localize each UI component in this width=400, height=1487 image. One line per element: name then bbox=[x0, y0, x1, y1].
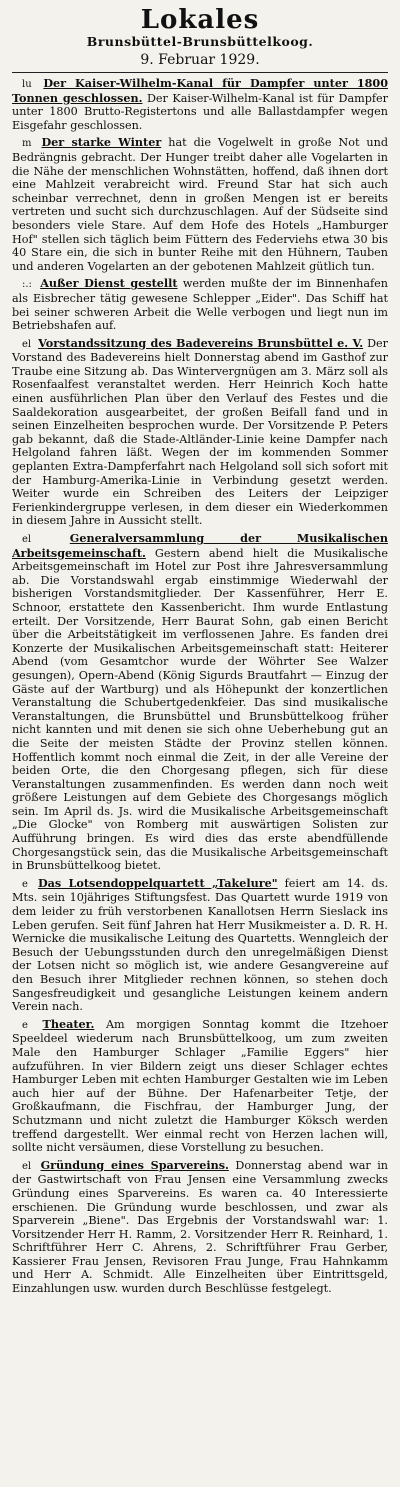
article-body: Der Vorstand des Badevereins hielt Donnerstag abend im Gasthof zur Traube eine Sitzung ab. Das Wintervergnügen am 3. März soll als Rosenfaalfest veranstaltet werden. Herr Heinrich Koch hatte einen ausführlichen Plan über den Verlauf des Festes und die Saaldekoration ausgearbeitet, der großen Beifall fand und in seinen Einzelheiten besprochen wurde. Der Vorsitzende P. Peters gab bekannt, daß die Stade-Altländer-Linie keine Dampfer nach Helgoland fahren läßt. Wegen der im kommenden Sommer geplanten Extra-Dampferfahrt nach Helgoland soll sich sofort mit der Hamburg-Amerika-Linie in Verbindung gesetzt werden. Weiter wurde ein Schreiben des Leiters der Leipziger Ferienkindergruppe verlesen, in dem dieser ein Wiederkommen in diesem Jahre in Aussicht stellt. bbox=[12, 336, 389, 528]
article-mark: :.: bbox=[22, 279, 32, 291]
article-headline: Gründung eines Sparvereins. bbox=[40, 1157, 229, 1172]
article-headline: Der Kaiser-Wilhelm-Kanal für Dampfer unter 1800 Tonnen geschlossen. bbox=[12, 76, 388, 105]
article-headline: Der starke Winter bbox=[41, 135, 162, 150]
article-sparverein bbox=[12, 1159, 388, 1296]
article-headline: Außer Dienst gestellt bbox=[40, 276, 178, 291]
article-mark: el bbox=[22, 534, 32, 545]
article-headline: Vorstandssitzung des Badevereins Brunsbüttel e. V. bbox=[38, 335, 364, 350]
article-headline: Theater. bbox=[42, 1016, 95, 1031]
section-title: Lokales bbox=[140, 5, 260, 35]
article-body: werden mußte der im Binnenhafen als Eisbrecher tätig gewesene Schlepper „Eider". Das Schiff hat bei seiner schweren Arbeit die Welle verbogen und liegt nun im Betriebshafen auf. bbox=[12, 277, 389, 333]
article-headline: Generalversammlung der Musikalischen Arbeitsgemeinschaft. bbox=[12, 531, 388, 560]
article-lotsen bbox=[12, 877, 388, 1014]
article-mark: e bbox=[22, 878, 28, 890]
article-body: feiert am 14. ds. Mts. sein 10jähriges Stiftungsfest. Das Quartett wurde 1919 von dem leider zu früh verstorbenen Kanallotsen Herrn Sieslack ins Leben gerufen. Seit fünf Jahren hat Herr Musikmeister a. D. R. H. Wernicke die musikalische Leitung des Quartetts. Wenngleich der Besuch der Uebungsstunden durch den unregelmäßigen Dienst der Lotsen nicht so möglich ist, wie andere Gesangvereine auf den Besuch ihrer Mitglieder rechnen können, so stehen doch Sangesfreudigkeit und gesangliche Leistungen keinem andern Verein nach. bbox=[12, 876, 388, 1014]
article-headline: Das Lotsendoppelquartett „Takelure" bbox=[37, 875, 278, 890]
article-mark: e bbox=[22, 1019, 28, 1031]
article-badeverein bbox=[12, 337, 388, 528]
divider bbox=[12, 72, 388, 73]
article-kanal bbox=[12, 77, 388, 132]
article-mark: m bbox=[22, 138, 32, 150]
article-body: hat die Vogelwelt in große Not und Bedrängnis gebracht. Der Hunger treibt daher alle Vogelarten in die Nähe der menschlichen Wohnstätten, hoffend, daß ihnen dort eine Mahlzeit verabreicht wird. Freund Star hat sich auch scheinbar verrechnet, denn in großen Mengen ist er bereits vertreten und sucht sich durchzuschlagen. Auf der Südseite sind besonders viele Stare. Auf dem Hofe des Hotels „Hamburger Hof" stellen sich täglich beim Füttern des Federviehs etwa 30 bis 40 Stare ein, die sich in bunter Reihe mit den Hühnern, Tauben und anderen Vogelarten an der gebotenen Mahlzeit gütlich tun. bbox=[12, 136, 388, 273]
masthead bbox=[12, 6, 388, 70]
article-mark: el bbox=[22, 1160, 32, 1172]
article-mark: el bbox=[22, 338, 32, 350]
article-musik bbox=[12, 532, 388, 873]
issue-date: 9. Februar 1929. bbox=[140, 52, 260, 68]
article-body: Gestern abend hielt die Musikalische Arbeitsgemeinschaft im Hotel zur Post ihre Jahresversammlung ab. Die Vorstandswahl ergab einstimmige Wiederwahl der bisherigen Vorstandsmitglieder. Der Kassenführer, Herr E. Schnoor, erstattete den Kassenbericht. Ihm wurde Entlastung erteilt. Der Vorsitzende, Herr Baurat Sohn, gab einen Bericht über die Arbeitstätigkeit im verflossenen Jahre. Es fanden drei Konzerte der Musikalischen Arbeitsgemeinschaft statt: Heiterer Abend (vom Gesamtchor wurde der Wöhrter See Walzer gesungen), Opern-Abend (König Sigurds Brautfahrt — Einzug der Gäste auf der Wartburg) und als Höhepunkt der konzertlichen Veranstaltung die Schubertgedenkfeier. Das sind musikalische Veranstaltungen, die Brunsbüttel und Brunsbüttelkoog früher nicht kannten und mit denen sie sich ohne Ueberhebung gut an die Seite der meisten Städte der Provinz stellen können. Hoffentlich kommt noch einmal die Zeit, in der alle Vereine der beiden Orte, die den Chorgesang pflegen, sich für diese Veranstaltungen zusammenfinden. Es werden dann noch weit größere Leistungen auf dem Gebiete des Chorgesangs möglich sein. Im April ds. Js. wird die Musikalische Arbeitsgemeinschaft „Die Glocke" von Romberg mit auswärtigen Solisten zur Aufführung bringen. Es wird dies das erste abendfüllende Chorgesangstück sein, das die Musikalische Arbeitsgemeinschaft in Brunsbüttelkoog bietet. bbox=[12, 546, 388, 873]
article-body: Donnerstag abend war in der Gastwirtschaft von Frau Jensen eine Versammlung zwecks Gründung eines Sparvereins. Es waren ca. 40 Interessierte erschienen. Die Gründung wurde beschlossen, und zwar als Sparverein „Biene". Das Ergebnis der Vorstandswahl war: 1. Vorsitzender Herr H. Ramm, 2. Vorsitzender Herr R. Reinhard, 1. Schriftführer Herr C. Ahrens, 2. Schriftführer Frau Gerber, Kassierer Frau Jensen, Revisoren Frau Junge, Frau Hahnkamm und Herr A. Schmidt. Alle Einzelheiten über Eintrittsgeld, Einzahlungen usw. wurden durch Beschlüsse festgelegt. bbox=[12, 1158, 388, 1296]
article-theater bbox=[12, 1018, 388, 1155]
article-mark: lu bbox=[22, 79, 32, 90]
article-winter bbox=[12, 136, 388, 273]
article-body: Am morgigen Sonntag kommt die Itzehoer Speeldeel wiederum nach Brunsbüttelkoog, um zum zweiten Male den Hamburger Schlager „Familie Eggers" hier aufzuführen. In vier Bildern zeigt uns dieser Schlager echtes Hamburger Leben mit echten Hamburger Gestalten wie im Leben auch hier auf der Bühne. Der Hafenarbeiter Tetje, der Großkaufmann, die Fischfrau, der Hamburger Jung, der Schutzmann und nicht zuletzt die Hamburger Köksch werden treffend dargestellt. Wer einmal recht von Herzen lachen will, sollte nicht versäumen, diese Vorstellung zu besuchen. bbox=[12, 1017, 388, 1155]
article-body: Der Kaiser-Wilhelm-Kanal ist für Dampfer unter 1800 Brutto-Registertons und alle Ballastdampfer wegen Eisgefahr geschlossen. bbox=[12, 91, 388, 132]
section-subtitle: Brunsbüttel-Brunsbüttelkoog. bbox=[86, 34, 314, 49]
article-ausser-dienst bbox=[12, 277, 388, 332]
